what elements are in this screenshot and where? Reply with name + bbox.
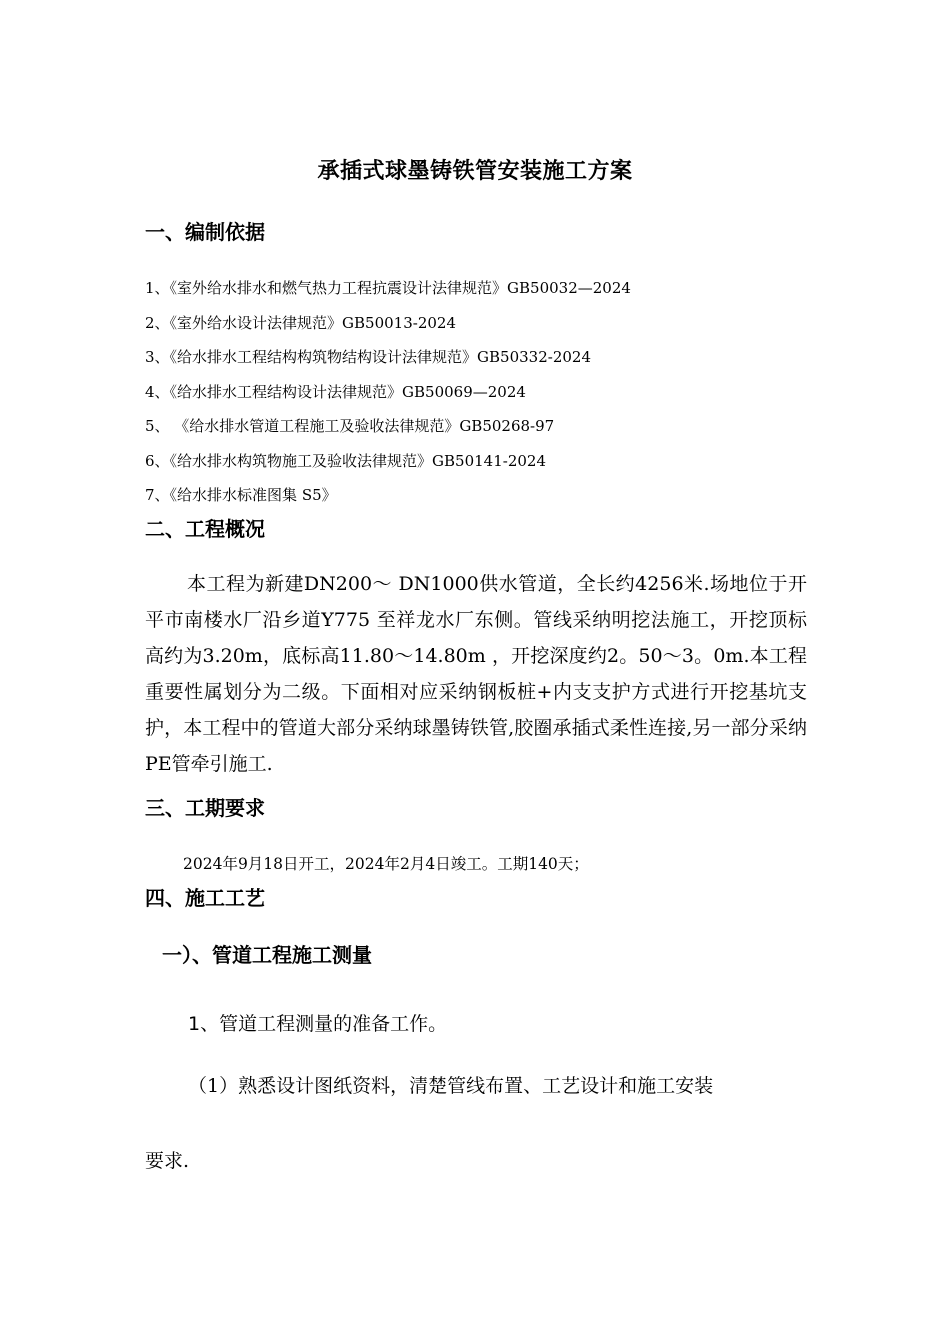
overview-paragraph: 本工程为新建DN200～ DN1000供水管道，全长约4256米.场地位于开平市南楼水厂沿乡道Y775 至祥龙水厂东侧。管线采纳明挖法施工，开挖顶标高约为3.20m，底标高11.80～14.80m ，开挖深度约2。50～3。0m.本工程重要性属划分为二级。下面相对应采纳钢板桩+内支支护方式进行开挖基坑支护，本工程中的管道大部分采纳球墨铸铁管,胶圈承插式柔性连接,另一部分采纳PE管牵引施工. [145, 573, 807, 775]
section-heading-overview: 二、工程概况 [145, 517, 265, 541]
list-item: 4、《给水排水工程结构设计法律规范》GB50069—2024 [145, 382, 526, 401]
section-heading-schedule: 三、工期要求 [145, 796, 265, 820]
document-title: 承插式球墨铸铁管安装施工方案 [317, 159, 633, 184]
item-text: 、管道工程测量的准备工作。 [200, 1013, 448, 1035]
list-item: 1、《室外给水排水和燃气热力工程抗震设计法律规范》GB50032—2024 [145, 279, 631, 297]
survey-prep-item [188, 1008, 447, 1040]
list-item: 3、《给水排水工程结构构筑物结构设计法律规范》GB50332-2024 [145, 348, 592, 366]
list-item: 6、《给水排水构筑物施工及验收法律规范》GB50141-2024 [145, 451, 547, 470]
subsection-heading-survey: 一）、管道工程施工测量 [162, 943, 372, 967]
section-heading-basis: 一、编制依据 [145, 220, 265, 244]
reference-list [145, 274, 825, 516]
schedule-text: 2024年9月18日开工，2024年2月4日竣工。工期140天； [183, 855, 589, 873]
item-number: 1 [188, 1013, 201, 1035]
list-item: 7、《给水排水标准图集 S5》 [145, 486, 337, 504]
list-item: 2、《室外给水设计法律规范》GB50013-2024 [145, 313, 457, 332]
sub-item-line: （1）熟悉设计图纸资料，清楚管线布置、工艺设计和施工安装 [188, 1075, 714, 1097]
section-heading-process: 四、施工工艺 [145, 886, 265, 910]
sub-item-continuation: 要求. [145, 1150, 190, 1172]
list-item: 5、 《给水排水管道工程施工及验收法律规范》GB50268-97 [145, 417, 555, 435]
